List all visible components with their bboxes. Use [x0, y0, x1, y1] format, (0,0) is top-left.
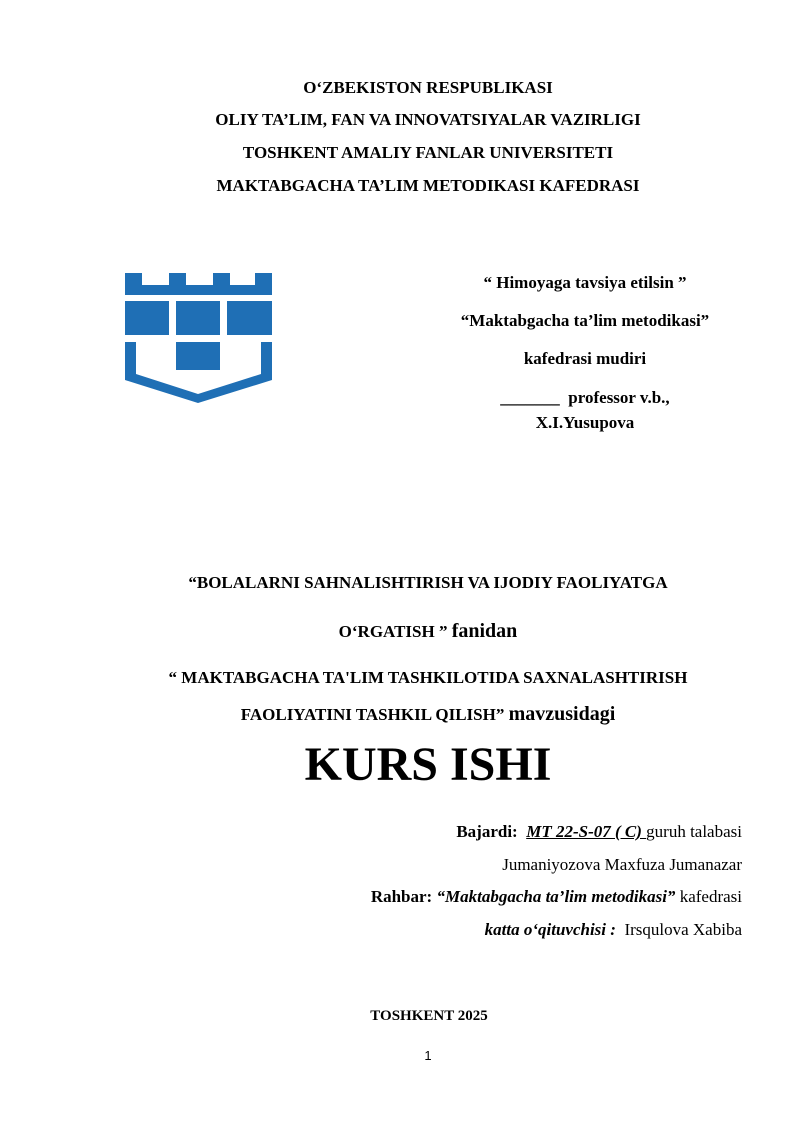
subject-fanidan: fanidan	[451, 620, 518, 642]
subject-mavzusidagi: mavzusidagi	[508, 703, 616, 725]
author-group: MT 22-S-07 ( C)	[526, 822, 647, 841]
subject-line-4	[0, 703, 800, 726]
approval-position: professor v.b.,	[568, 388, 670, 407]
university-name: TOSHKENT AMALIY FANLAR UNIVERSITETI	[242, 143, 614, 162]
subject-line-2-main: O‘RGATISH ”	[338, 622, 448, 641]
document-title: KURS ISHI	[304, 738, 552, 791]
author-name: Jumaniyozova Maxfuza Jumanazar	[502, 855, 742, 874]
supervisor-role: katta o‘qituvchisi :	[484, 920, 616, 939]
subject-line-2	[0, 620, 800, 643]
approval-department: “Maktabgacha ta’lim metodikasi”	[460, 311, 710, 330]
subject-line-1: “BOLALARNI SAHNALISHTIRISH VA IJODIY FAOLIYATGA	[188, 573, 668, 592]
subject-line-4-main: FAOLIYATINI TASHKIL QILISH”	[240, 705, 505, 724]
ministry-header-line-2: OLIY TA’LIM, FAN VA INNOVATSIYALAR VAZIRLIGI	[215, 110, 641, 129]
supervisor-department-suffix: kafedrasi	[679, 887, 742, 906]
approval-name: X.I.Yusupova	[535, 413, 635, 432]
page-number: 1	[424, 1048, 432, 1063]
subject-line-3: “ MAKTABGACHA TA'LIM TASHKILOTIDA SAXNALASHTIRISH	[168, 668, 688, 687]
approval-signature-line	[420, 388, 750, 408]
supervisor-line	[371, 887, 742, 907]
supervisor-department: “Maktabgacha ta’lim metodikasi”	[436, 887, 676, 906]
approval-name-row	[420, 413, 750, 433]
city-year: TOSHKENT 2025	[370, 1008, 488, 1024]
ministry-header-line-1: O‘ZBEKISTON RESPUBLIKASI	[303, 78, 553, 97]
author-label: Bajardi:	[456, 822, 518, 841]
department-name: MAKTABGACHA TA’LIM METODIKASI KAFEDRASI	[216, 176, 640, 195]
supervisor-name: Irsqulova Xabiba	[624, 920, 742, 939]
author-group-suffix: guruh talabasi	[646, 822, 742, 841]
supervisor-role-line	[485, 920, 742, 940]
approval-role: kafedrasi mudiri	[523, 349, 647, 368]
university-shield-logo-icon	[122, 270, 274, 406]
signature-blank: _______	[500, 388, 560, 407]
supervisor-label: Rahbar:	[370, 887, 433, 906]
approval-line-1: “ Himoyaga tavsiya etilsin ”	[483, 273, 687, 292]
author-line	[456, 822, 742, 842]
